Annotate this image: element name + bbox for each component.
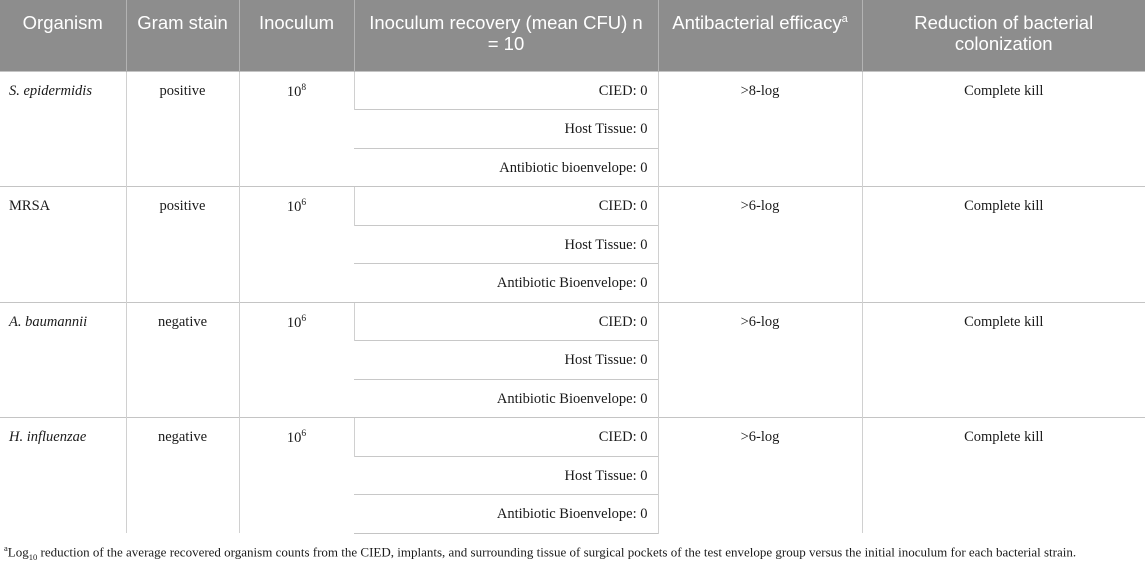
cell-organism: S. epidermidis: [0, 71, 126, 187]
cell-gram-stain: negative: [126, 302, 239, 418]
cell-recovery: CIED: 0: [354, 418, 658, 457]
cell-recovery: Host Tissue: 0: [354, 110, 658, 149]
cell-organism: H. influenzae: [0, 418, 126, 534]
header-inoculum: Inoculum: [239, 0, 354, 71]
header-efficacy: [658, 0, 862, 71]
cell-inoculum: [239, 302, 354, 418]
inoculum-base: 10: [286, 198, 302, 215]
header-row: [0, 0, 1145, 71]
cell-organism: A. baumannii: [0, 302, 126, 418]
table-row: [0, 302, 1145, 341]
cell-recovery: Antibiotic Bioenvelope: 0: [354, 495, 658, 534]
cell-gram-stain: negative: [126, 418, 239, 534]
footnote-log: Log: [7, 544, 29, 560]
cell-inoculum: [239, 187, 354, 303]
header-gram-stain: Gram stain: [126, 0, 239, 71]
cell-gram-stain: positive: [126, 187, 239, 303]
cell-reduction: Complete kill: [862, 187, 1145, 303]
inoculum-base: 10: [286, 314, 302, 331]
cell-gram-stain: positive: [126, 71, 239, 187]
cell-efficacy: >6-log: [658, 302, 862, 418]
inoculum-exponent: 6: [301, 198, 307, 208]
table-body: [0, 71, 1145, 533]
header-efficacy-footnote-mark: a: [841, 12, 848, 25]
inoculum-base: 10: [286, 83, 302, 100]
cell-inoculum: [239, 71, 354, 187]
footnote-log-subscript: 10: [28, 551, 38, 562]
table-row: [0, 71, 1145, 110]
cell-recovery: Host Tissue: 0: [354, 225, 658, 264]
cell-efficacy: >6-log: [658, 418, 862, 534]
cell-recovery: Antibiotic Bioenvelope: 0: [354, 264, 658, 303]
cell-recovery: CIED: 0: [354, 187, 658, 226]
cell-recovery: Antibiotic Bioenvelope: 0: [354, 379, 658, 418]
cell-recovery: CIED: 0: [354, 302, 658, 341]
inoculum-exponent: 6: [301, 429, 307, 439]
cell-recovery: Antibiotic bioenvelope: 0: [354, 148, 658, 187]
cell-reduction: Complete kill: [862, 418, 1145, 534]
cell-organism: MRSA: [0, 187, 126, 303]
header-efficacy-label: Antibacterial efficacy: [672, 12, 842, 33]
cell-recovery: Host Tissue: 0: [354, 456, 658, 495]
header-reduction: Reduction of bacterial colonization: [862, 0, 1145, 71]
header-recovery: Inoculum recovery (mean CFU) n = 10: [354, 0, 658, 71]
cell-recovery: CIED: 0: [354, 71, 658, 110]
footnote-text: reduction of the average recovered organism counts from the CIED, implants, and surrounding tissue of surgical pockets of the test envelope group versus the initial inoculum for each bacterial strain.: [37, 544, 1077, 560]
cell-efficacy: >8-log: [658, 71, 862, 187]
table-row: [0, 418, 1145, 457]
header-organism: Organism: [0, 0, 126, 71]
cell-inoculum: [239, 418, 354, 534]
cell-reduction: Complete kill: [862, 302, 1145, 418]
table-row: [0, 187, 1145, 226]
footnote-mark: a: [4, 543, 8, 553]
inoculum-exponent: 6: [301, 313, 307, 324]
cell-recovery: Host Tissue: 0: [354, 341, 658, 380]
inoculum-exponent: 8: [301, 82, 307, 93]
cell-efficacy: >6-log: [658, 187, 862, 303]
cell-reduction: Complete kill: [862, 71, 1145, 187]
inoculum-base: 10: [286, 429, 302, 446]
table-footnote: [4, 540, 1134, 566]
table-header: [0, 0, 1145, 71]
